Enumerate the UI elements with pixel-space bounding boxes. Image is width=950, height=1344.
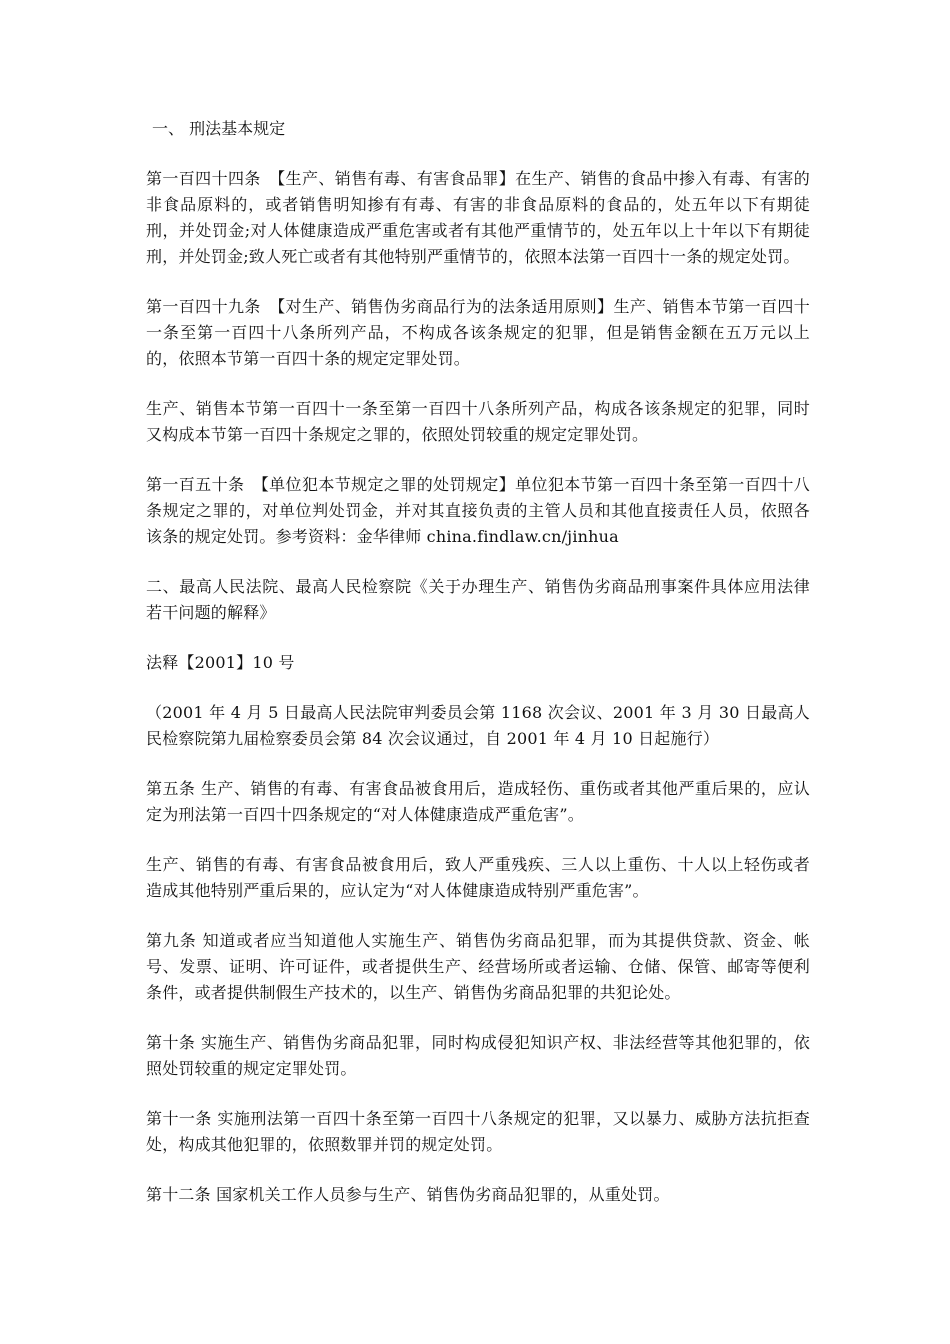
article-149-paragraph: 第一百四十九条 【对生产、销售伪劣商品行为的法条适用原则】生产、销售本节第一百四十一条至第一百四十八条所列产品，不构成各该条规定的犯罪，但是销售金额在五万元以上的，依照本节第一百四十条的规定定罪处罚。 xyxy=(146,297,810,368)
article-12-paragraph: 第十二条 国家机关工作人员参与生产、销售伪劣商品犯罪的，从重处罚。 xyxy=(146,1185,670,1204)
interpretation-number: 法释【2001】10 号 xyxy=(146,653,295,672)
article-9-paragraph: 第九条 知道或者应当知道他人实施生产、销售伪劣商品犯罪，而为其提供贷款、资金、帐号、发票、证明、许可证件，或者提供生产、经营场所或者运输、仓储、保管、邮寄等便利条件，或者提供制假生产技术的，以生产、销售伪劣商品犯罪的共犯论处。 xyxy=(146,931,810,1002)
article-144-paragraph: 第一百四十四条 【生产、销售有毒、有害食品罪】在生产、销售的食品中掺入有毒、有害的非食品原料的，或者销售明知掺有有毒、有害的非食品原料的食品的，处五年以下有期徒刑，并处罚金;对人体健康造成严重危害或者有其他严重情节的，处五年以上十年以下有期徒刑，并处罚金;致人死亡或者有其他特别严重情节的，依照本法第一百四十一条的规定处罚。 xyxy=(146,169,810,266)
article-149-second-paragraph: 生产、销售本节第一百四十一条至第一百四十八条所列产品，构成各该条规定的犯罪，同时又构成本节第一百四十条规定之罪的，依照处罚较重的规定定罪处罚。 xyxy=(146,399,810,444)
article-5-second-paragraph: 生产、销售的有毒、有害食品被食用后，致人严重残疾、三人以上重伤、十人以上轻伤或者造成其他特别严重后果的，应认定为“对人体健康造成特别严重危害”。 xyxy=(146,855,810,900)
article-150-paragraph: 第一百五十条 【单位犯本节规定之罪的处罚规定】单位犯本节第一百四十条至第一百四十八条规定之罪的，对单位判处罚金，并对其直接负责的主管人员和其他直接责任人员，依照各该条的规定处罚。参考资料：金华律师 china.findlaw.cn/jinhua xyxy=(146,475,810,546)
article-11-paragraph: 第十一条 实施刑法第一百四十条至第一百四十八条规定的犯罪，又以暴力、威胁方法抗拒查处，构成其他犯罪的，依照数罪并罚的规定处罚。 xyxy=(146,1109,810,1154)
article-5-paragraph: 第五条 生产、销售的有毒、有害食品被食用后，造成轻伤、重伤或者其他严重后果的，应认定为刑法第一百四十四条规定的“对人体健康造成严重危害”。 xyxy=(146,779,810,824)
document-body xyxy=(146,116,810,1232)
section-two-heading: 二、最高人民法院、最高人民检察院《关于办理生产、销售伪劣商品刑事案件具体应用法律若干问题的解释》 xyxy=(146,577,810,622)
article-10-paragraph: 第十条 实施生产、销售伪劣商品犯罪，同时构成侵犯知识产权、非法经营等其他犯罪的，依照处罚较重的规定定罪处罚。 xyxy=(146,1033,810,1078)
adoption-note: （2001 年 4 月 5 日最高人民法院审判委员会第 1168 次会议、2001 年 3 月 30 日最高人民检察院第九届检察委员会第 84 次会议通过，自 2001 年 4 月 10 日起施行） xyxy=(146,703,810,748)
section-heading: 一、 刑法基本规定 xyxy=(152,119,286,138)
